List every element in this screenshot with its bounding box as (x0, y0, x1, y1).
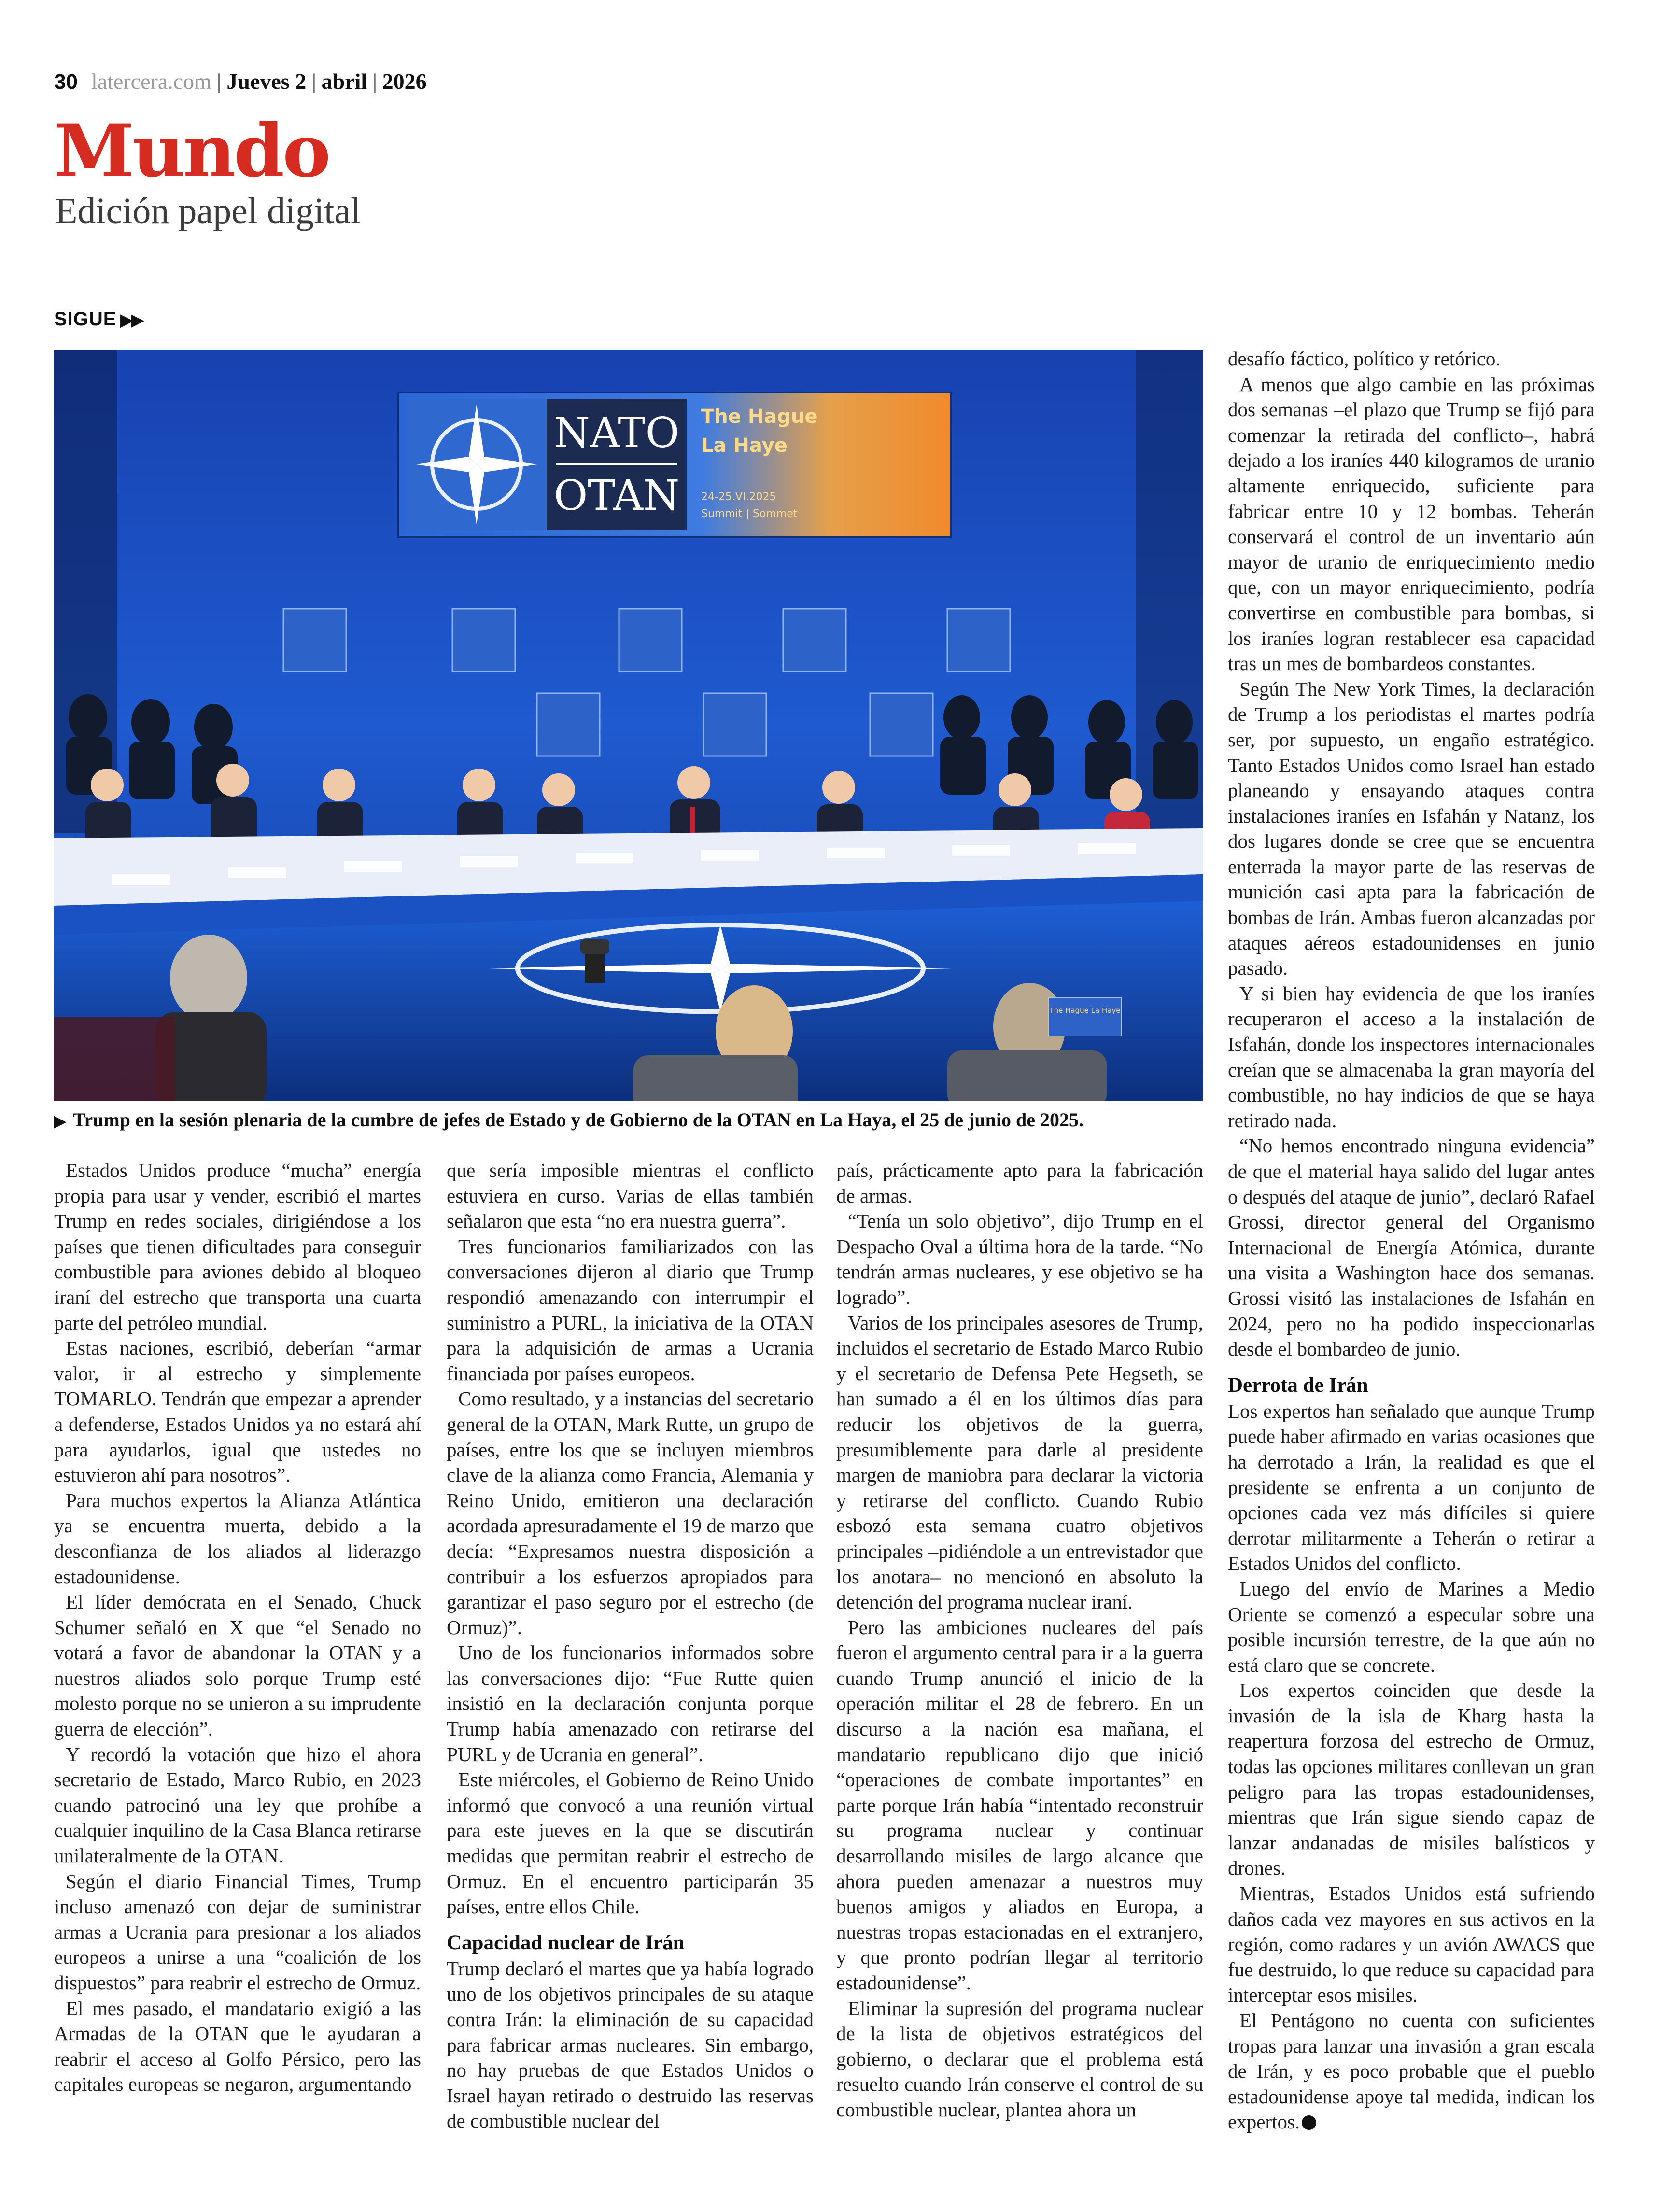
photo-caption-text: Trump en la sesión plenaria de la cumbre de jefes de Estado y de Gobierno de la OTAN en La Haya, el 25 de junio de 2025. (72, 1109, 1083, 1131)
section-title: Mundo (54, 109, 329, 194)
paragraph: “Tenía un solo objetivo”, dijo Trump en el Despacho Oval a última hora de la tarde. “No tendrán armas nucleares, y ese objetivo se ha logrado”. (836, 1210, 1203, 1308)
nato-banner (398, 392, 951, 537)
paragraph: país, prácticamente apto para la fabricación de armas. (836, 1159, 1203, 1207)
folio-separator: | (311, 70, 317, 94)
paragraph: Eliminar la supresión del programa nuclear de la lista de objetivos estratégicos del gobierno, o declarar que el problema está resuelto cuando Irán conserve el control de su combustible nuclear, plantea ahora un (836, 1997, 1203, 2121)
banner-nato-text: NATO (553, 409, 680, 457)
paragraph: Como resultado, y a instancias del secretario general de la OTAN, Mark Rutte, un grupo de países, entre los que se incluyen miembros clave de la alianza como Francia, Alemania y Reino Unido, emitieron una declaración acordada apresuradamente el 19 de marzo que decía: “Expresamos nuestra disposición a contribuir a los esfuerzos apropiados para garantizar el paso seguro por el estrecho (de Ormuz)”. (447, 1387, 814, 1638)
paragraph: Uno de los funcionarios informados sobre las conversaciones dijo: “Fue Rutte quien insistió en la declaración conjunta porque Trump había amenazado con retirarse del PURL y de Ucrania en general”. (447, 1641, 814, 1765)
page-number: 30 (54, 70, 78, 94)
paragraph: Varios de los principales asesores de Trump, incluidos el secretario de Estado Marco Rubio y el secretario de Defensa Pete Hegseth, se han sumado a él en los últimos días para reducir los objetivos de la guerra, presumiblemente para darle al presidente margen de maniobra para declarar la victoria y retirarse del conflicto. Cuando Rubio esbozó esta semana cuatro objetivos principales –pidiéndole a un entrevistador que los anotara– no mencionó en absoluto la detención del programa nuclear iraní. (836, 1311, 1203, 1613)
paragraph: El líder demócrata en el Senado, Chuck Schumer señaló en X que “el Senado no votará a favor de abandonar la OTAN y a nuestros aliados solo porque Trump esté molesto porque no se unieron a su imprudente guerra de elección”. (54, 1591, 421, 1740)
paragraph: Los expertos han señalado que aunque Trump puede haber afirmado en varias ocasiones que ha derrotado a Irán, la realidad es que el presidente se enfrenta a un conjunto de opciones cada vez más difíciles si quiere derrotar militarmente a Teherán o retirar a Estados Unidos del conflicto. (1228, 1400, 1595, 1575)
subheading-iran-defeat: Derrota de Irán (1228, 1373, 1368, 1397)
date-weekday: Jueves 2 (226, 69, 307, 94)
date-month: abril (321, 69, 367, 94)
article-column-3 (836, 1158, 1203, 2123)
article-column-4 (1228, 346, 1595, 2135)
paragraph: Y si bien hay evidencia de que los iraníes recuperaron el acceso a la instalación de Isfahán, donde los inspectores internacionales creían que se almacenaba la gran mayoría del combustible, no hay indicios de que se haya retirado nada. (1228, 982, 1595, 1132)
end-of-article-icon (1302, 2115, 1316, 2130)
paragraph: desafío fáctico, político y retórico. (1228, 348, 1501, 370)
paragraph: Este miércoles, el Gobierno de Reino Unido informó que convocó a una reunión virtual para este jueves en la que se discutirán medidas que permitan reabrir el estrecho de Ormuz. En el encuentro participarán 35 países, entre ellos Chile. (447, 1768, 814, 1918)
summit-photo-illustration (54, 350, 1203, 1101)
banner-otan-text: OTAN (553, 472, 680, 520)
edition-subtitle: Edición papel digital (55, 191, 361, 231)
paragraph: Los expertos coinciden que desde la invasión de la isla de Kharg hasta la reapertura forzosa del estrecho de Ormuz, todas las opciones militares conllevan un gran peligro para las tropas estadounidenses, mientras que Irán sigue siendo capaz de lanzar andanadas de misiles balísticos y drones. (1228, 1679, 1595, 1879)
folio-separator: | (372, 70, 378, 94)
summit-photo (54, 350, 1203, 1101)
paragraph: que sería imposible mientras el conflicto estuviera en curso. Varias de ellas también señalaron que esta “no era nuestra guerra”. (447, 1159, 814, 1232)
site-name[interactable]: latercera.com (91, 69, 211, 94)
folio-separator: | (216, 70, 222, 94)
desk-sign-text: The Hague La Haye (1049, 1006, 1121, 1015)
date-year: 2026 (382, 69, 427, 94)
caption-marker-icon: ▶ (54, 1112, 66, 1130)
double-arrow-icon: ▶▶ (120, 311, 142, 329)
paragraph: Tres funcionarios familiarizados con las conversaciones dijeron al diario que Trump respondió amenazando con interrumpir el suministro a PURL, la iniciativa de la OTAN para la adquisición de armas a Ucrania financiada por países europeos. (447, 1235, 814, 1385)
continue-marker (54, 307, 142, 332)
last-paragraph (1228, 2008, 1595, 2135)
subheading-nuclear-capacity: Capacidad nuclear de Irán (447, 1931, 685, 1954)
paragraph: A menos que algo cambie en las próximas dos semanas –el plazo que Trump se fijó para comenzar la retirada del conflicto–, habrá dejado a los iraníes 440 kilogramos de uranio altamente enriquecido, suficiente para fabricar entre 10 y 12 bombas. Teherán conservará el control de un inventario aún mayor de uranio de enriquecimiento medio que, con un mayor enriquecimiento, podría convertirse en combustible para bombas, si los iraníes logran restablecer esa capacidad tras un mes de bombardeos constantes. (1228, 373, 1595, 675)
paragraph: Según The New York Times, la declaración de Trump a los periodistas el martes podría ser, por supuesto, un engaño estratégico. Tanto Estados Unidos como Israel han estado planeando y ensayando ataques contra instalaciones iraníes en Isfahán y Natanz, los dos lugares donde se cree que se encuentra enterrada la mayor parte de las reservas de munición casi apta para la fabricación de bombas de Irán. Ambas fueron alcanzadas por ataques aéreos estadounidenses en junio pasado. (1228, 677, 1595, 980)
paragraph: Estas naciones, escribió, deberían “armar valor, ir al estrecho y simplemente TOMARLO. Tendrán que empezar a aprender a defenderse, Estados Unidos ya no estará ahí para ayudarlos, igual que ustedes no estuvieron ahí para nosotros”. (54, 1337, 421, 1486)
paragraph: Pero las ambiciones nucleares del país fueron el argumento central para ir a la guerra cuando Trump anunció el inicio de la operación militar el 28 de febrero. En un discurso a la nación esa mañana, el mandatario republicano dijo que inició “operaciones de combate importantes” en parte porque Irán había “intentado reconstruir su programa nuclear y continuar desarrollando misiles de largo alcance que ahora pueden amenazar a nuestros muy buenos amigos y aliados en Europa, a nuestras tropas estacionadas en el extranjero, y que pronto podrían llegar al territorio estadounidense”. (836, 1616, 1203, 1994)
paragraph: Según el diario Financial Times, Trump incluso amenazó con dejar de suministrar armas a Ucrania para presionar a los aliados europeos a unirse a una “coalición de los dispuestos” para reabrir el estrecho de Ormuz. (54, 1870, 421, 1994)
banner-summit: Summit | Sommet (701, 508, 798, 520)
banner-dates: 24-25.VI.2025 (701, 491, 776, 503)
banner-city-fr: La Haye (701, 434, 788, 457)
paragraph: Estados Unidos produce “mucha” energía propia para usar y vender, escribió el martes Trump en redes sociales, dirigiéndose a los países que tienen dificultades para conseguir combustible para aviones debido al bloqueo iraní del estrecho que transporta una cuarta parte del petróleo mundial. (54, 1159, 421, 1334)
paragraph: El mes pasado, el mandatario exigió a las Armadas de la OTAN que le ayudaran a reabrir el acceso al Golfo Pérsico, pero las capitales europeas se negaron, argumentando (54, 1997, 421, 2096)
paragraph-text: El Pentágono no cuenta con suficientes tropas para lanzar una invasión a gran escala de Irán, y es poco probable que el pueblo estadounidense apoye tal medida, indican los expertos. (1228, 2009, 1595, 2133)
paragraph: Para muchos expertos la Alianza Atlántica ya se encuentra muerta, debido a la desconfianza de los aliados al liderazgo estadounidense. (54, 1489, 421, 1588)
paragraph: “No hemos encontrado ninguna evidencia” de que el material haya salido del lugar antes o después del ataque de junio”, declaró Rafael Grossi, director general del Organismo Internacional de Energía Atómica, durante una visita a Washington hace dos semanas. Grossi visitó las instalaciones de Isfahán en 2024, pero no ha podido inspeccionarlas desde el bombardeo de junio. (1228, 1134, 1595, 1360)
folio-line (54, 67, 427, 97)
article-column-2 (447, 1158, 814, 2134)
article-column-1 (54, 1158, 421, 2097)
paragraph: Mientras, Estados Unidos está sufriendo daños cada vez mayores en sus activos en la región, como radares y un avión AWACS que fue destruido, lo que reduce su capacidad para interceptar esos misiles. (1228, 1882, 1595, 2006)
paragraph: Y recordó la votación que hizo el ahora secretario de Estado, Marco Rubio, en 2023 cuando patrocinó una ley que prohíbe a cualquier inquilino de la Casa Blanca retirarse unilateralmente de la OTAN. (54, 1743, 421, 1867)
continue-label: SIGUE (54, 308, 117, 330)
banner-city-en: The Hague (701, 406, 818, 428)
paragraph: Luego del envío de Marines a Medio Oriente se comenzó a especular sobre una posible incursión terrestre, de la que aún no está claro que se concrete. (1228, 1577, 1595, 1676)
paragraph: Trump declaró el martes que ya había logrado uno de los objetivos principales de su ataque contra Irán: la eliminación de su capacidad para fabricar armas nucleares. Sin embargo, no hay pruebas de que Estados Unidos o Israel hayan retirado o destruido las reservas de combustible nuclear del (447, 1957, 814, 2132)
photo-caption (54, 1108, 1203, 1133)
